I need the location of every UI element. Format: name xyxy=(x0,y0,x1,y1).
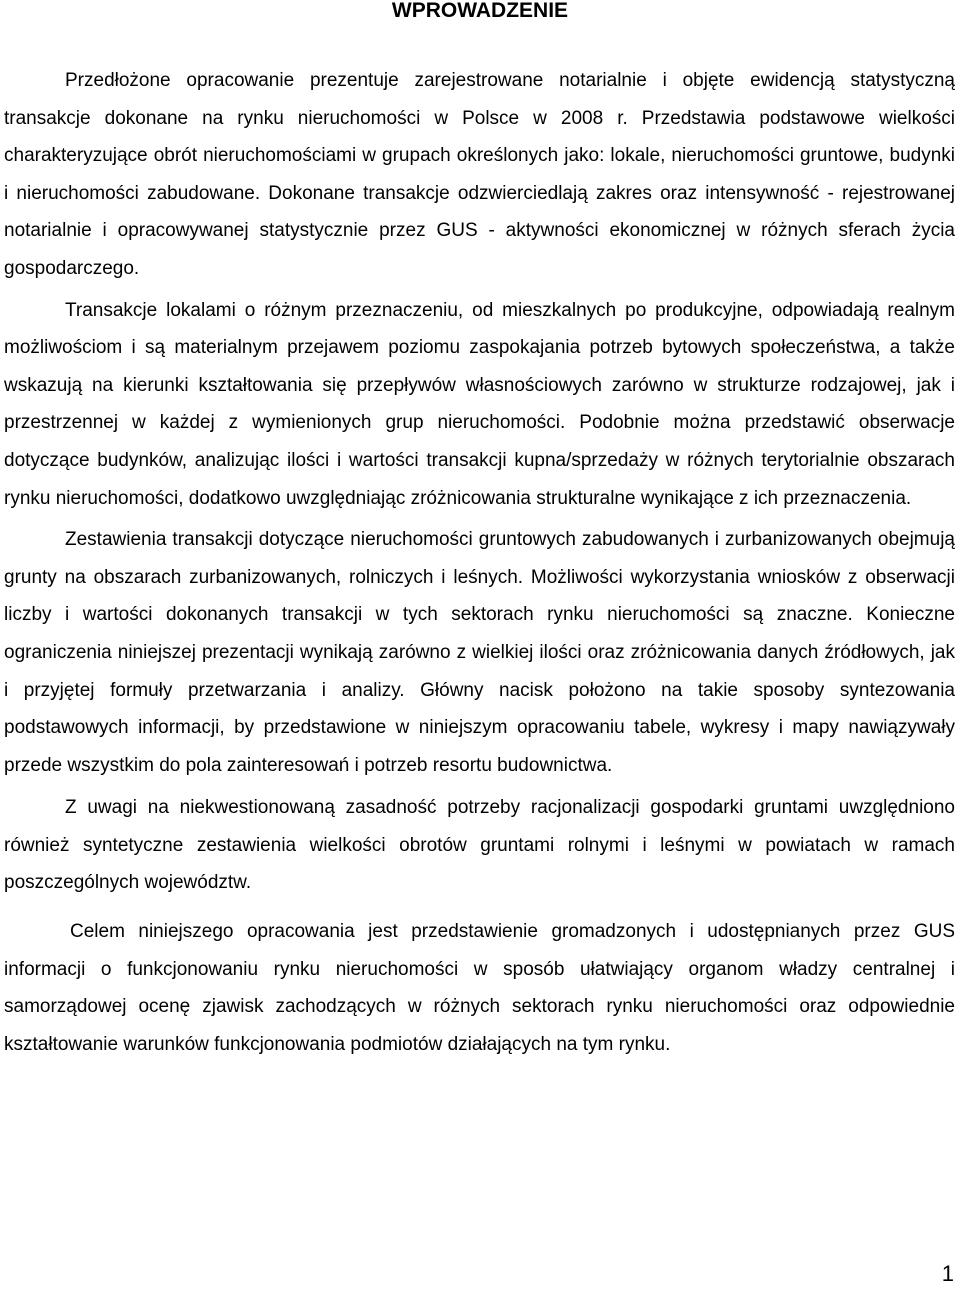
paragraph-introduction: Przedłożone opracowanie prezentuje zarejestrowane notarialnie i objęte ewidencją statystyczną transakcje dokonane na rynku nieruchomości w Polsce w 2008 r. Przedstawia podstawowe wielkości charakteryzujące obrót nieruchomościami w grupach określonych jako: lokale, nieruchomości gruntowe, budynki i nieruchomości zabudowane. Dokonane transakcje odzwierciedlają zakres oraz intensywność - rejestrowanej notarialnie i opracowywanej statystycznie przez GUS - aktywności ekonomicznej w różnych sferach życia gospodarczego. xyxy=(4,70,955,279)
document-body xyxy=(4,62,955,1063)
paragraph-premises-transactions: Transakcje lokalami o różnym przeznaczeniu, od mieszkalnych po produkcyjne, odpowiadają realnym możliwościom i są materialnym przejawem poziomu zaspokajania potrzeb bytowych społeczeństwa, a także wskazują na kierunki kształtowania się przepływów własnościowych zarówno w strukturze rodzajowej, jak i przestrzennej w każdej z wymienionych grup nieruchomości. Podobnie można przedstawić obserwacje dotyczące budynków, analizując ilości i wartości transakcji kupna/sprzedaży w różnych terytorialnie obszarach rynku nieruchomości, dodatkowo uwzględniając zróżnicowania strukturalne wynikające z ich przeznaczenia. xyxy=(4,299,955,509)
paragraph-objective: Celem niniejszego opracowania jest przedstawienie gromadzonych i udostępnianych przez GUS informacji o funkcjonowaniu rynku nieruchomości w sposób ułatwiający organom władzy centralnej i samorządowej ocenę zjawisk zachodzących w różnych sektorach rynku nieruchomości oraz odpowiednie kształtowanie warunków funkcjonowania podmiotów działających na tym rynku. xyxy=(4,921,955,1055)
page-number: 1 xyxy=(941,1261,954,1286)
paragraph-agricultural-land: Z uwagi na niekwestionowaną zasadność potrzeby racjonalizacji gospodarki gruntami uwzględniono również syntetyczne zestawienia wielkości obrotów gruntami rolnymi i leśnymi w powiatach w ramach poszczególnych województw. xyxy=(4,797,955,894)
page-title: WPROWADZENIE xyxy=(391,0,569,22)
paragraph-land-transactions: Zestawienia transakcji dotyczące nieruchomości gruntowych zabudowanych i zurbanizowanych obejmują grunty na obszarach zurbanizowanych, rolniczych i leśnych. Możliwości wykorzystania wniosków z obserwacji liczby i wartości dokonanych transakcji w tych sektorach rynku nieruchomości są znaczne. Konieczne ograniczenia niniejszej prezentacji wynikają zarówno z wielkiej ilości oraz zróżnicowania danych źródłowych, jak i przyjętej formuły przetwarzania i analizy. Główny nacisk położono na takie sposoby syntezowania podstawowych informacji, by przedstawione w niniejszym opracowaniu tabele, wykresy i mapy nawiązywały przede wszystkim do pola zainteresowań i potrzeb resortu budownictwa. xyxy=(4,529,955,776)
